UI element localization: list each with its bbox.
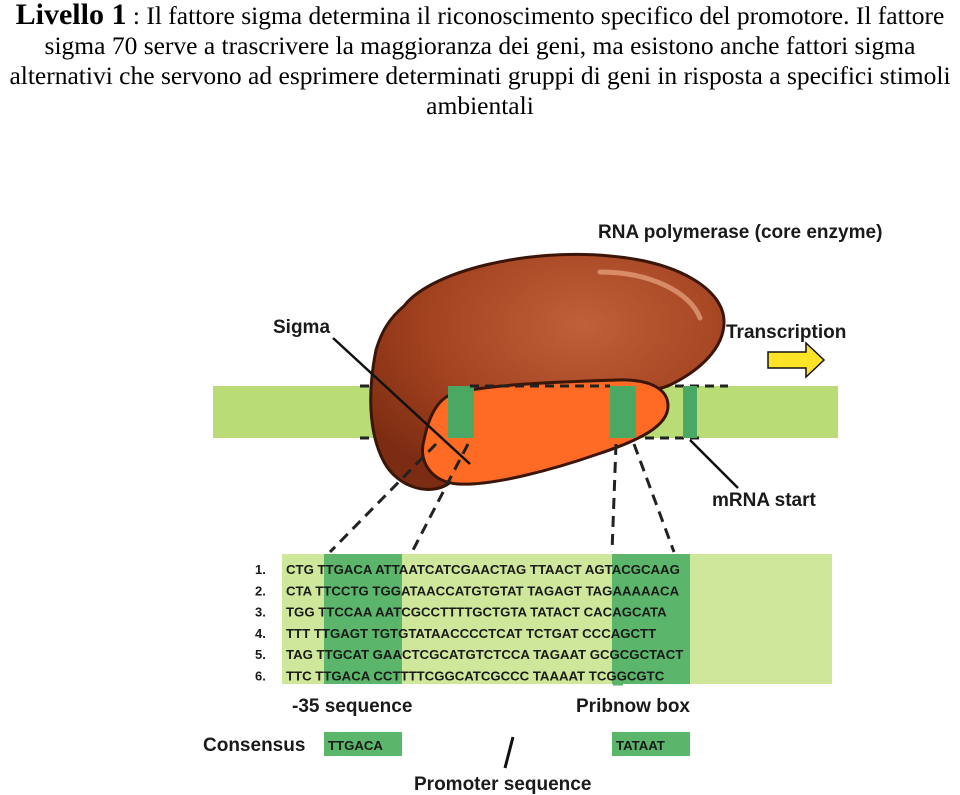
- promoter-sequence-row: TTC TTGACA CCTTTTCGGCATCGCCC TAAAAT TCGGCGTC: [286, 668, 665, 684]
- dna-box-start: [683, 386, 697, 438]
- sequence-row-number: 5.: [255, 647, 266, 663]
- transcription-label: Transcription: [726, 322, 847, 343]
- heading-text: Il fattore sigma determina il riconoscimento specifico del promotore. Il fattore sigma 70 serve a trascrivere la maggioranza dei geni, ma esistono anche fattori sigma alternativi che servono ad esprimere determinati gruppi di geni in risposta a specifici stimoli ambientali: [9, 1, 951, 120]
- promoter-sequence-row: CTG TTGACA ATTAATCATCGAACTAG TTAACT AGTACGCAAG: [286, 562, 680, 577]
- consensus-label: Consensus: [203, 735, 306, 756]
- guide-pribnow-right: [634, 444, 674, 552]
- pribnow-label: Pribnow box: [576, 696, 690, 717]
- dna-box-pribnow: [610, 386, 636, 438]
- consensus-pribnow-text: TATAAT: [616, 738, 665, 753]
- promoter-pointer: [505, 737, 513, 768]
- transcription-arrow: [768, 343, 824, 377]
- heading-level: Livello 1: [15, 0, 127, 31]
- sequence-row-number: 1.: [255, 562, 266, 577]
- sequence-row-number: 4.: [255, 625, 266, 641]
- consensus-minus35-text: TTGACA: [328, 738, 383, 753]
- dna-box-minus35: [448, 386, 474, 438]
- sequence-row-number: 6.: [255, 668, 266, 684]
- promoter-sequence-row: CTA TTCCTG TGGATAACCATGTGTAT TAGAGT TAGAAAAACA: [286, 583, 680, 599]
- sequence-row-number: 3.: [255, 604, 266, 620]
- heading-separator: :: [126, 1, 147, 30]
- rna-polymerase-label: RNA polymerase (core enzyme): [598, 222, 883, 243]
- mrna-start-pointer: [690, 440, 738, 488]
- promoter-sequence-row: TAG TTGCAT GAACTCGCATGTCTCCA TAGAAT GCGCGCTACT: [286, 647, 684, 663]
- promoter-sequence-row: TTT TTGAGT TGTGTATAACCCCTCAT TCTGAT CCCAGCTT: [286, 625, 657, 641]
- promoter-sequence-row: TGG TTCCAA AATCGCCTTTTGCTGTA TATACT CACAGCATA: [286, 604, 667, 620]
- promoter-sequence-label: Promoter sequence: [414, 774, 592, 795]
- sequence-row-number: 2.: [255, 583, 266, 599]
- guide-pribnow-left: [612, 444, 616, 552]
- minus35-label: -35 sequence: [292, 696, 413, 717]
- sigma-label: Sigma: [273, 317, 331, 338]
- mrna-start-label: mRNA start: [712, 490, 816, 511]
